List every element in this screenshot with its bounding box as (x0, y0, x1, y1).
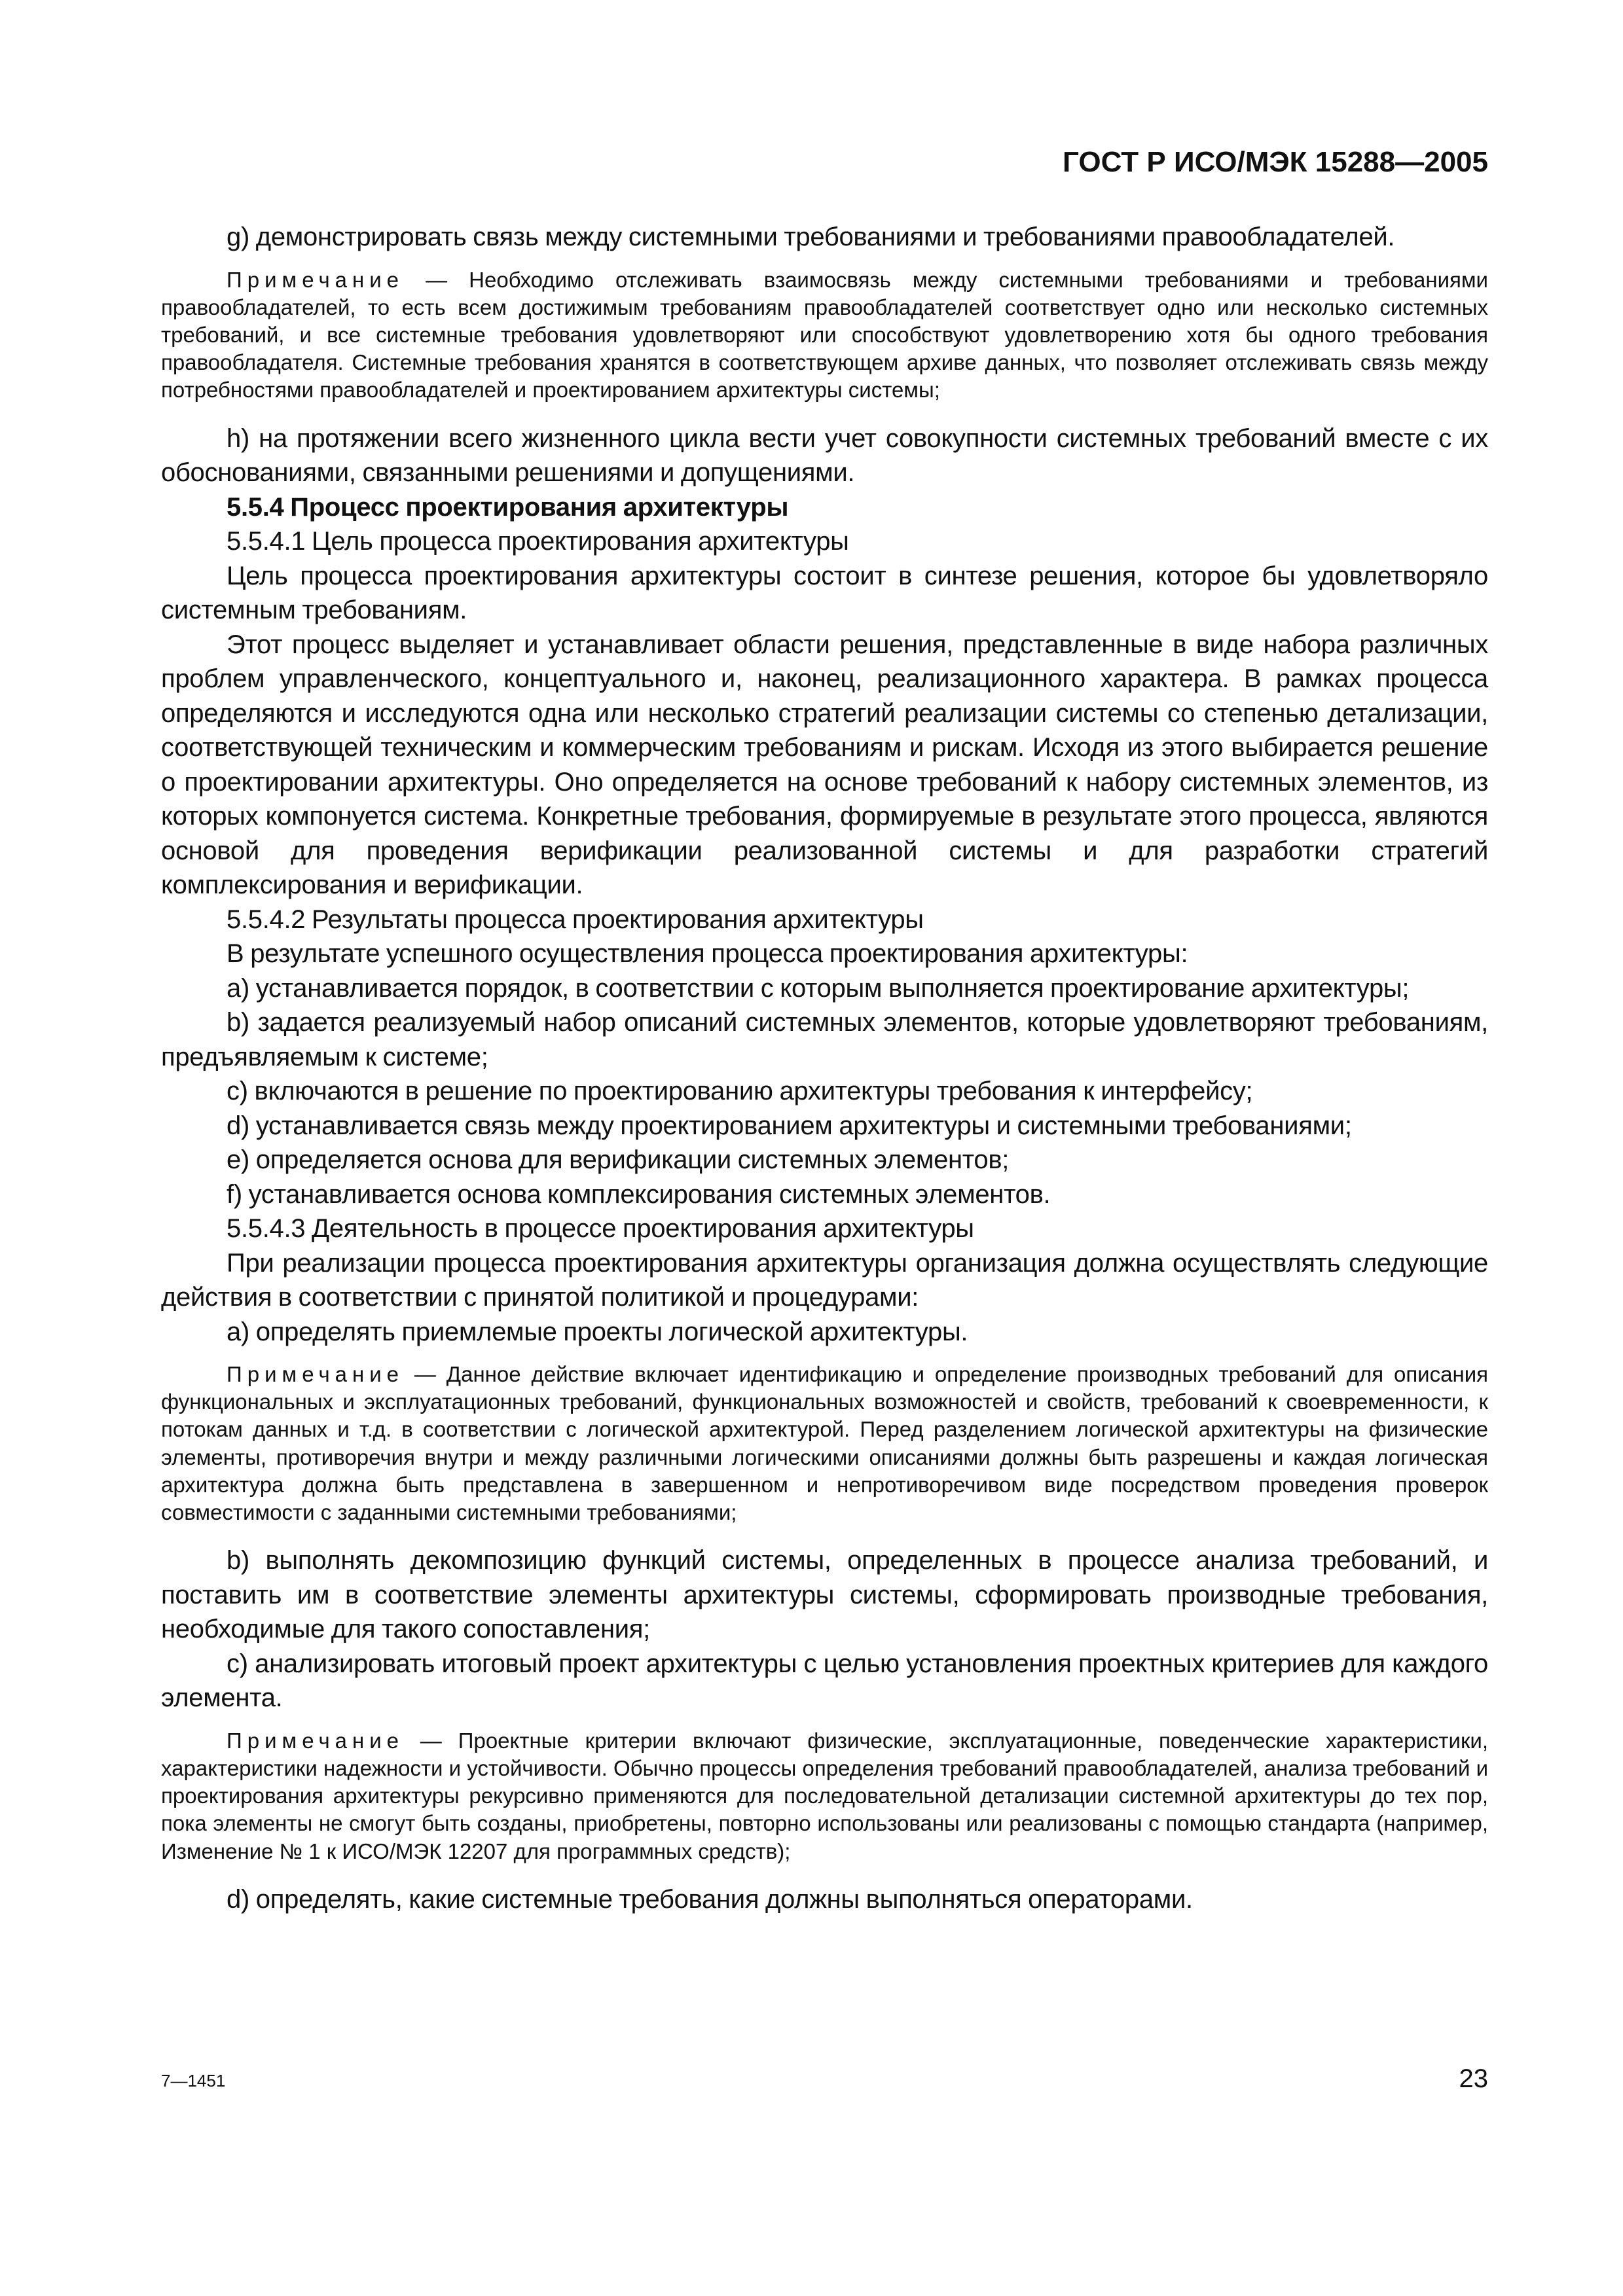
list-item-f: f) устанавливается основа комплексирования системных элементов. (227, 1179, 1051, 1209)
note-text: — Проектные критерии включают физические, эксплуатационные, поведенческие характеристики, характеристики надежности и устойчивости. Обычно процессы определения требований правообладателей, анализа требований и проектирования архитектуры рекурсивно применяются для последовательной детализации системной архитектуры до тех пор, пока элементы не смогут быть созданы, приобретены, повторно использованы или реализованы с помощью стандарта (например, Изменение № 1 к ИСО/МЭК 12207 для программных средств); (161, 1728, 1488, 1863)
document-body (161, 220, 1488, 1916)
page-number: 23 (1459, 2064, 1488, 2093)
list-item-h: h) на протяжении всего жизненного цикла вести учет совокупности системных требований вместе с их обоснованиями, связанными решениями и допущениями. (161, 423, 1488, 488)
list-item-d: d) устанавливается связь между проектированием архитектуры и системными требованиями; (227, 1111, 1352, 1140)
list-item-g: g) демонстрировать связь между системными требованиями и требованиями правообладателей. (227, 223, 1395, 251)
subsection-title: 5.5.4.3 Деятельность в процессе проектирования архитектуры (227, 1214, 974, 1244)
note (161, 266, 1488, 404)
list-item-a: a) устанавливается порядок, в соответствии с которым выполняется проектирование архитектуры; (227, 973, 1410, 1003)
footer-code: 7—1451 (161, 2071, 226, 2090)
note-label: Примечание (227, 267, 405, 292)
paragraph: При реализации процесса проектирования архитектуры организация должна осуществлять следующие действия в соответствии с принятой политикой и процедурами: (161, 1248, 1488, 1312)
list-item-d: d) определять, какие системные требования должны выполняться операторами. (227, 1884, 1193, 1914)
section-heading: 5.5.4 Процесс проектирования архитектуры (227, 492, 789, 522)
list-item-e: e) определяется основа для верификации системных элементов; (227, 1145, 1010, 1175)
note-label: Примечание (227, 1362, 405, 1387)
note-text: — Необходимо отслеживать взаимосвязь между системными требованиями и требованиями правообладателей, то есть всем достижимым требованиям правообладателей соответствует одно или несколько системных требований, и все системные требования удовлетворяют или способствуют удовлетворению хотя бы одного требования правообладателя. Системные требования хранятся в соответствующем архиве данных, что позволяет отслеживать связь между потребностями правообладателей и проектированием архитектуры системы; (161, 267, 1488, 403)
list-item-b: b) выполнять декомпозицию функций системы, определенных в процессе анализа требований, и поставить им в соответствие элементы архитектуры системы, сформировать производные требования, необходимые для такого сопоставления; (161, 1546, 1488, 1644)
paragraph: Этот процесс выделяет и устанавливает области решения, представленные в виде набора различных проблем управленческого, концептуального и, наконец, реализационного характера. В рамках процесса определяются и исследуются одна или несколько стратегий реализации системы со степенью детализации, соответствующей техническим и коммерческим требованиям и рискам. Исходя из этого выбирается решение о проектировании архитектуры. Оно определяется на основе требований к набору системных элементов, из которых компонуется система. Конкретные требования, формируемые в результате этого процесса, являются основой для проведения верификации реализованной системы и для разработки стратегий комплексирования и верификации. (161, 630, 1488, 900)
paragraph: В результате успешного осуществления процесса проектирования архитектуры: (227, 939, 1188, 969)
subsection-title: 5.5.4.2 Результаты процесса проектирования архитектуры (227, 905, 924, 934)
list-item-a: a) определять приемлемые проекты логической архитектуры. (227, 1317, 968, 1346)
note-text: — Данное действие включает идентификацию и определение производных требований для описания функциональных и эксплуатационных требований, функциональных возможностей и свойств, требований к своевременности, к потокам данных и т.д. в соответствии с логической архитектурой. Перед разделением логической архитектуры на физические элементы, противоречия внутри и между различными логическими описаниями должны быть разрешены и каждая логическая архитектура должна быть представлена в завершенном и непротиворечивом виде посредством проведения проверок совместимости с заданными системными требованиями; (161, 1362, 1488, 1525)
list-item-c: c) анализировать итоговый проект архитектуры с целью установления проектных критериев для каждого элемента. (161, 1649, 1488, 1713)
paragraph: Цель процесса проектирования архитектуры состоит в синтезе решения, которое бы удовлетворяло системным требованиям. (161, 561, 1488, 625)
subsection-title: 5.5.4.1 Цель процесса проектирования архитектуры (227, 527, 849, 556)
note-label: Примечание (227, 1728, 405, 1753)
list-item-c: c) включаются в решение по проектированию архитектуры требования к интерфейсу; (227, 1077, 1253, 1106)
document-header: ГОСТ Р ИСО/МЭК 15288—2005 (1063, 146, 1488, 178)
note (161, 1361, 1488, 1526)
list-item-b: b) задается реализуемый набор описаний системных элементов, которые удовлетворяют требованиям, предъявляемым к системе; (161, 1008, 1488, 1071)
note (161, 1727, 1488, 1865)
